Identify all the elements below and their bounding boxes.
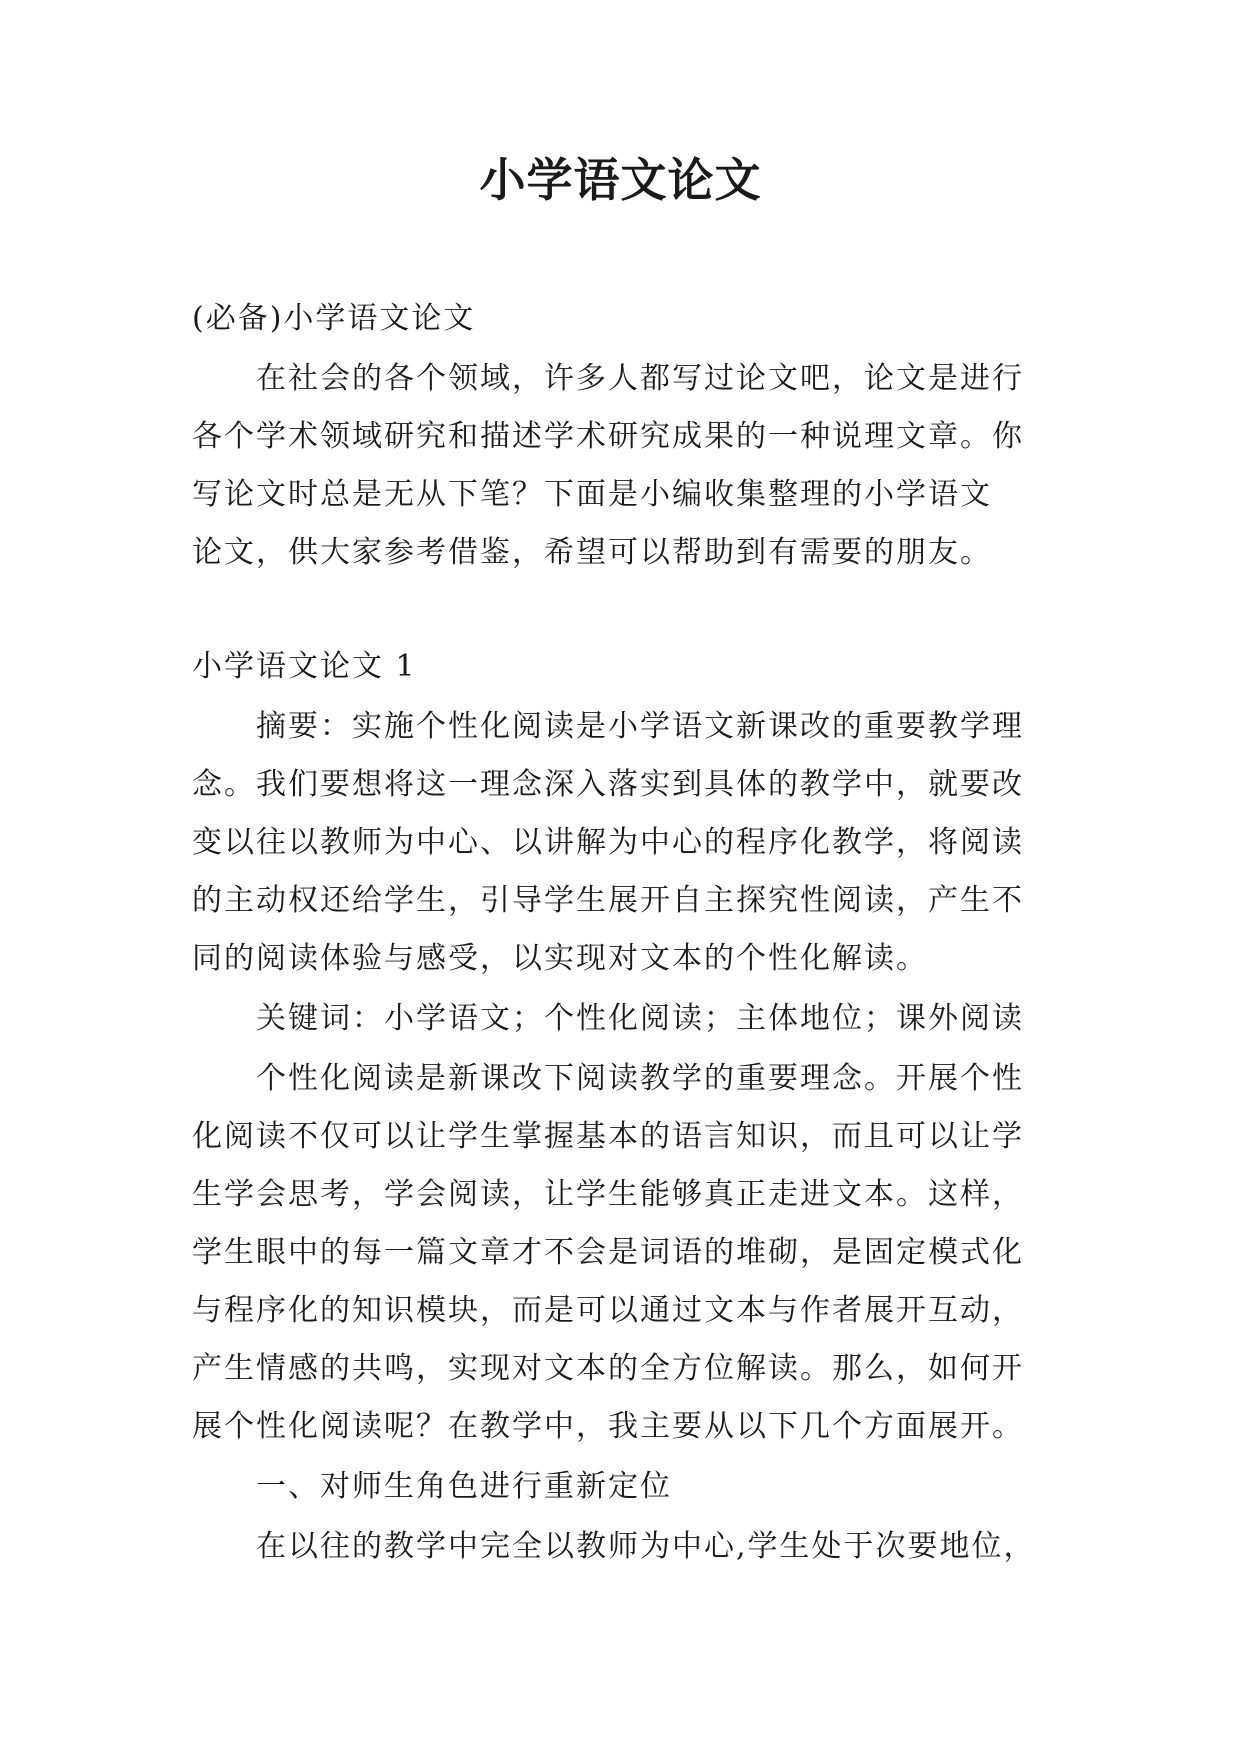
body-line-4: 学生眼中的每一篇文章才不会是词语的堆砌，是固定模式化 — [192, 1235, 1024, 1270]
abstract-line-5: 同的阅读体验与感受，以实现对文本的个性化解读。 — [192, 941, 928, 976]
subsection-heading: 一、对师生角色进行重新定位 — [256, 1469, 672, 1504]
body-line-7: 展个性化阅读呢？在教学中，我主要从以下几个方面展开。 — [192, 1409, 1024, 1444]
abstract-line-3: 变以往以教师为中心、以讲解为中心的程序化教学，将阅读 — [192, 825, 1024, 860]
keywords-line: 关键词：小学语文；个性化阅读；主体地位；课外阅读 — [256, 1001, 1024, 1036]
subtitle-line: (必备)小学语文论文 — [192, 301, 476, 336]
body-line-3: 生学会思考，学会阅读，让学生能够真正走进文本。这样， — [192, 1177, 1024, 1212]
body-line-2: 化阅读不仅可以让学生掌握基本的语言知识，而且可以让学 — [192, 1119, 1024, 1154]
document-title: 小学语文论文 — [479, 153, 762, 207]
body-line-1: 个性化阅读是新课改下阅读教学的重要理念。开展个性 — [256, 1061, 1024, 1096]
intro-line-1: 在社会的各个领域，许多人都写过论文吧，论文是进行 — [256, 361, 1024, 396]
abstract-line-4: 的主动权还给学生，引导学生展开自主探究性阅读，产生不 — [192, 883, 1024, 918]
intro-line-3: 写论文时总是无从下笔？下面是小编收集整理的小学语文 — [192, 477, 992, 512]
intro-line-4: 论文，供大家参考借鉴，希望可以帮助到有需要的朋友。 — [192, 535, 992, 570]
abstract-line-2: 念。我们要想将这一理念深入落实到具体的教学中，就要改 — [192, 767, 1024, 802]
section-heading: 小学语文论文 1 — [192, 649, 417, 684]
body-line-8: 在以往的教学中完全以教师为中心,学生处于次要地位， — [256, 1529, 1036, 1564]
abstract-line-1: 摘要：实施个性化阅读是小学语文新课改的重要教学理 — [256, 709, 1024, 744]
body-line-5: 与程序化的知识模块，而是可以通过文本与作者展开互动， — [192, 1293, 1024, 1328]
intro-line-2: 各个学术领域研究和描述学术研究成果的一种说理文章。你 — [192, 419, 1024, 454]
body-line-6: 产生情感的共鸣，实现对文本的全方位解读。那么，如何开 — [192, 1351, 1024, 1386]
